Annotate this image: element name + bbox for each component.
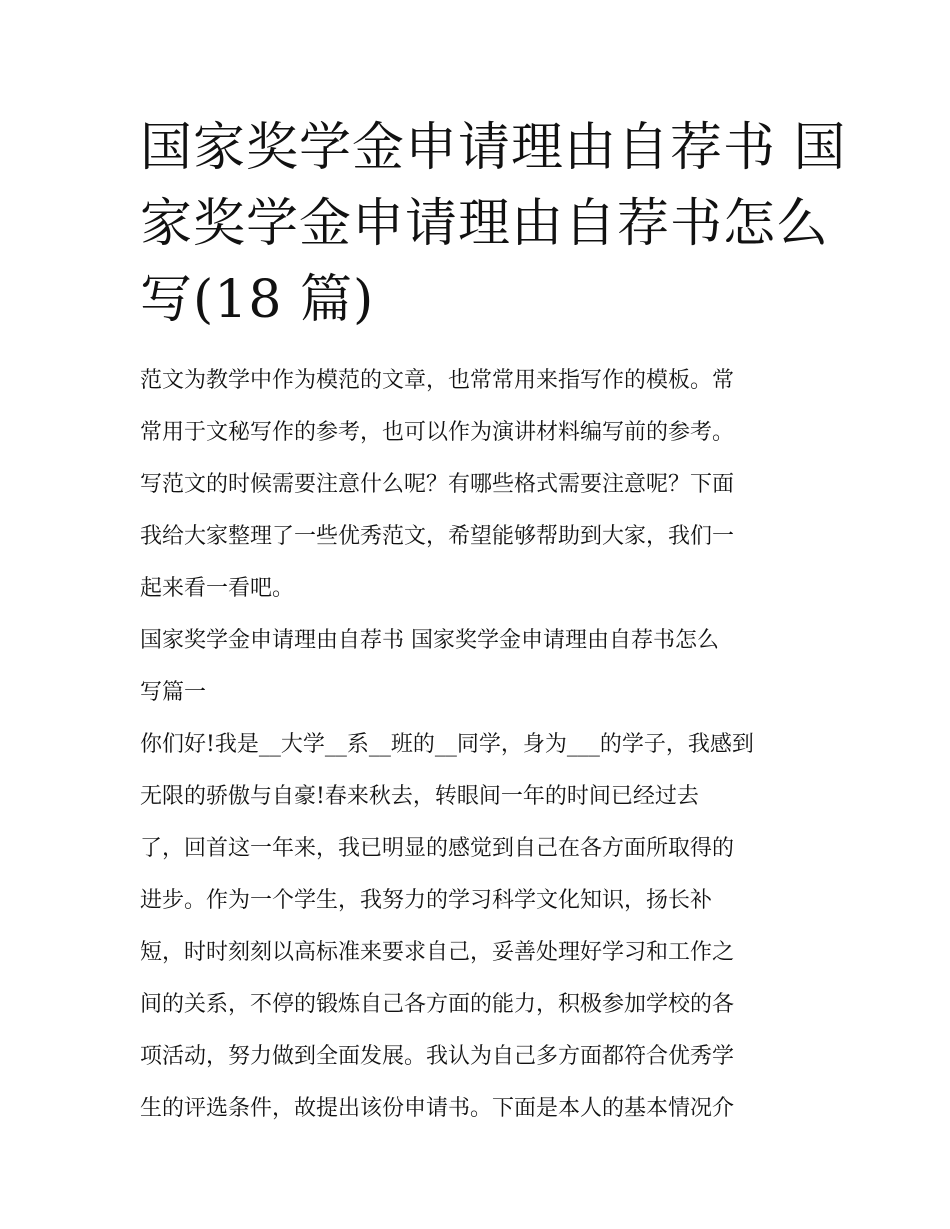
body-line: 间的关系，不停的锻炼自己各方面的能力，积极参加学校的各: [140, 992, 735, 1017]
title-line: 写(18 篇): [140, 270, 375, 330]
body-line: 项活动，努力做到全面发展。我认为自己多方面都符合优秀学: [140, 1044, 735, 1069]
body-line: 了，回首这一年来，我已明显的感觉到自己在各方面所取得的: [140, 836, 735, 861]
title-line: 家奖学金申请理由自荐书怎么: [140, 194, 830, 254]
section-heading-line: 写篇一: [140, 680, 207, 705]
document-body: [140, 355, 830, 1135]
body-line: 写范文的时候需要注意什么呢？有哪些格式需要注意呢？下面: [140, 472, 735, 497]
title-line: 国家奖学金申请理由自荐书 国: [140, 118, 847, 178]
document-title: [140, 110, 847, 338]
body-line: 范文为教学中作为模范的文章，也常常用来指写作的模板。常: [140, 368, 735, 393]
body-line: 生的评选条件，故提出该份申请书。下面是本人的基本情况介: [140, 1096, 735, 1121]
body-line: 常用于文秘写作的参考，也可以作为演讲材料编写前的参考。: [140, 420, 735, 445]
body-line: 短，时时刻刻以高标准来要求自己，妥善处理好学习和工作之: [140, 940, 735, 965]
body-line: 进步。作为一个学生，我努力的学习科学文化知识，扬长补: [140, 888, 713, 913]
section-heading-line: 国家奖学金申请理由自荐书 国家奖学金申请理由自荐书怎么: [140, 628, 719, 653]
body-line: 我给大家整理了一些优秀范文，希望能够帮助到大家，我们一: [140, 524, 735, 549]
body-line: 你们好!我是__大学__系__班的__同学，身为___的学子，我感到: [140, 732, 754, 757]
body-line: 起来看一看吧。: [140, 576, 295, 601]
body-line: 无限的骄傲与自豪!春来秋去，转眼间一年的时间已经过去: [140, 784, 699, 809]
